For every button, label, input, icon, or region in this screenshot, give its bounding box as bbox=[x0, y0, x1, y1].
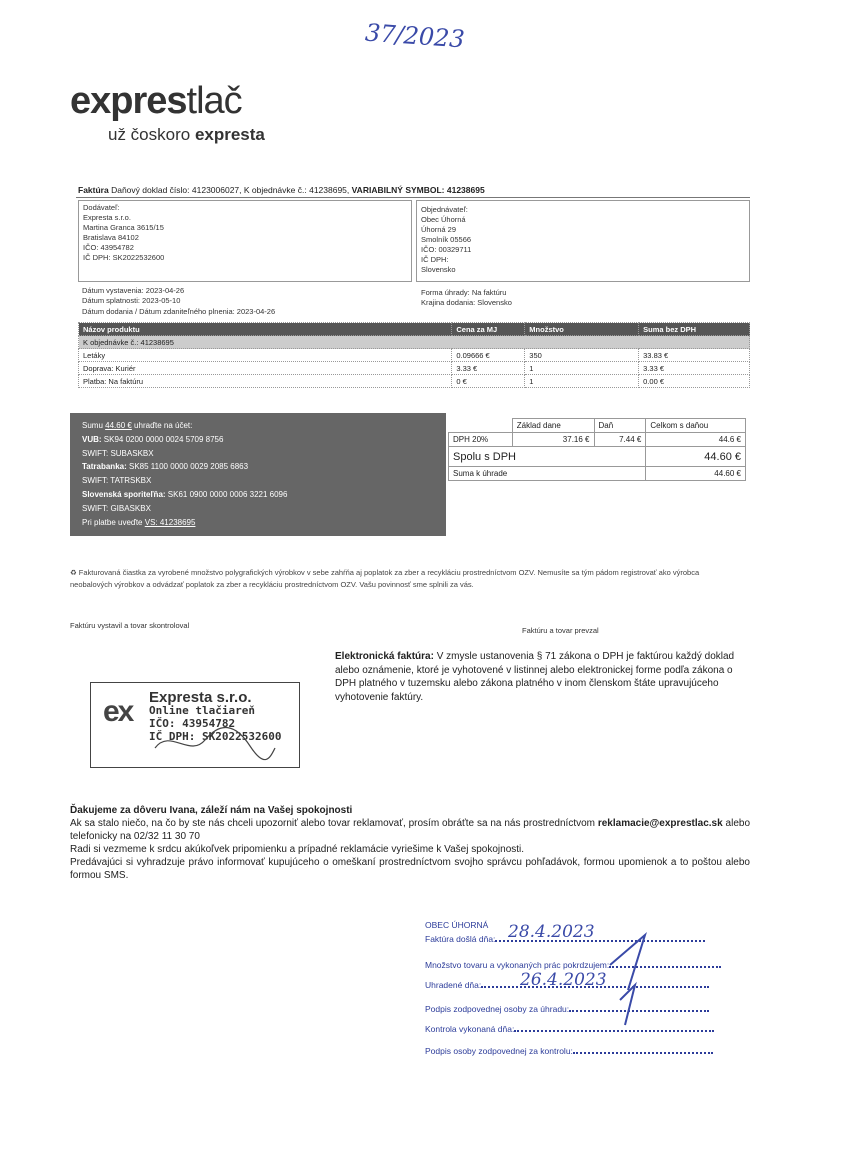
bank-vub bbox=[82, 433, 434, 447]
bank-name: Slovenská sporiteľňa: bbox=[82, 489, 166, 499]
total-with-vat-row bbox=[449, 447, 746, 467]
product-sum: 33.83 € bbox=[639, 349, 750, 362]
invoice-number-text: Daňový doklad číslo: 4123006027, K objednávke č.: 41238695, bbox=[111, 185, 352, 195]
obec-received-label: Faktúra došlá dňa: bbox=[425, 934, 496, 944]
vat-tax: 7.44 € bbox=[594, 433, 646, 447]
invoice-header bbox=[78, 185, 485, 195]
table-row bbox=[79, 375, 750, 388]
swift-tatrabanka: SWIFT: TATRSKBX bbox=[82, 476, 152, 486]
total-with-vat-value: 44.60 € bbox=[646, 447, 746, 467]
customer-box bbox=[416, 200, 750, 282]
bank-iban: SK61 0900 0000 0006 3221 6096 bbox=[165, 489, 288, 499]
vat-table bbox=[448, 418, 746, 481]
customer-name: Obec Úhorná bbox=[421, 215, 466, 224]
product-quantity: 1 bbox=[525, 362, 639, 375]
thanks-paragraph-1 bbox=[70, 817, 750, 843]
vs-value: VS: 41238695 bbox=[144, 517, 196, 527]
thanks-p1-text: Ak sa stalo niečo, na čo by ste nás chceli upozorniť alebo tovar reklamovať, prosím obráťte sa na nás prostredníctvom bbox=[70, 818, 598, 829]
vat-header-row bbox=[449, 419, 746, 433]
supplier-name: Expresta s.r.o. bbox=[83, 213, 131, 222]
customer-ico: IČO: 00329711 bbox=[421, 245, 472, 254]
table-row bbox=[79, 362, 750, 375]
handwritten-received-date: 28.4.2023 bbox=[508, 922, 595, 942]
due-date: Dátum splatnosti: 2023-05-10 bbox=[82, 296, 181, 305]
delivery-country: Krajina dodania: Slovensko bbox=[421, 298, 512, 307]
bank-tatrabanka bbox=[82, 460, 434, 474]
product-sum: 3.33 € bbox=[639, 362, 750, 375]
vat-base: 37.16 € bbox=[512, 433, 594, 447]
handwritten-invoice-number: 37/2023 bbox=[364, 18, 466, 54]
electronic-invoice-note bbox=[335, 650, 745, 704]
handwritten-checkmarks bbox=[590, 930, 670, 1030]
obec-control-line bbox=[514, 1030, 714, 1032]
supplier-box bbox=[78, 200, 412, 282]
swift-slsp: SWIFT: GIBASKBX bbox=[82, 503, 151, 513]
order-number: K objednávke č.: 41238695 bbox=[79, 336, 750, 349]
col-product-name: Názov produktu bbox=[79, 323, 452, 336]
company-logo bbox=[70, 80, 242, 123]
bank-slsp bbox=[82, 488, 434, 502]
received-by-label: Faktúru a tovar prevzal bbox=[522, 626, 599, 635]
product-table bbox=[78, 322, 750, 388]
vs-prefix: Pri platbe uveďte bbox=[82, 517, 145, 527]
issue-date: Dátum vystavenia: 2023-04-26 bbox=[82, 286, 185, 295]
complaint-email: reklamacie@exprestlac.sk bbox=[597, 818, 723, 829]
supplier-dic: IČ DPH: SK2022532600 bbox=[83, 253, 165, 262]
product-sum: 0.00 € bbox=[639, 375, 750, 388]
supplier-ico: IČO: 43954782 bbox=[83, 243, 134, 252]
signature bbox=[150, 718, 280, 768]
product-name: Letáky bbox=[79, 349, 452, 362]
electronic-invoice-label: Elektronická faktúra: bbox=[335, 651, 434, 662]
product-quantity: 350 bbox=[525, 349, 639, 362]
obec-quantity-row bbox=[425, 960, 721, 970]
municipality-stamp bbox=[425, 920, 725, 1070]
product-quantity: 1 bbox=[525, 375, 639, 388]
thanks-p1-phone: alebo telefonicky na 02/32 11 30 70 bbox=[70, 818, 751, 842]
tagline-prefix: už čoskoro bbox=[108, 125, 195, 144]
bank-name: Tatrabanka: bbox=[82, 462, 127, 472]
thanks-paragraph-3: Predávajúci si vyhradzuje právo informovať kupujúceho o omeškaní prostredníctvom svojho správcu pohľadávok, formou upomienok a to poštou alebo formou SMS. bbox=[70, 857, 750, 881]
handwritten-paid-date: 26.4.2023 bbox=[520, 970, 607, 990]
obec-control-row bbox=[425, 1024, 714, 1034]
payment-sum-line bbox=[82, 419, 434, 433]
vat-col-tax: Daň bbox=[594, 419, 646, 433]
vat-col-base: Základ dane bbox=[512, 419, 594, 433]
sum-amount: 44.60 € bbox=[105, 421, 132, 430]
vat-total: 44.6 € bbox=[646, 433, 746, 447]
obec-sign-control-row bbox=[425, 1046, 713, 1056]
thanks-paragraph-2: Radi si vezmeme k srdcu akúkoľvek pripomienku a prípadné reklamácie vyriešime k Vašej spokojnosti. bbox=[70, 844, 525, 855]
vat-row bbox=[449, 433, 746, 447]
product-name: Platba: Na faktúru bbox=[79, 375, 452, 388]
col-quantity: Množstvo bbox=[525, 323, 639, 336]
variable-symbol: VARIABILNÝ SYMBOL: 41238695 bbox=[351, 185, 485, 195]
customer-title: Objednávateľ: bbox=[421, 205, 468, 214]
invoice-label: Faktúra bbox=[78, 185, 109, 195]
payment-info-block bbox=[70, 413, 446, 536]
vat-empty-cell bbox=[449, 419, 513, 433]
logo-brand-bold: expres bbox=[70, 80, 187, 122]
logo-tagline bbox=[108, 125, 265, 145]
table-row bbox=[79, 349, 750, 362]
variable-symbol-note bbox=[82, 516, 434, 530]
product-name: Doprava: Kuriér bbox=[79, 362, 452, 375]
supplier-city: Bratislava 84102 bbox=[83, 233, 139, 242]
delivery-date: Dátum dodania / Dátum zdaniteľného plnenia: 2023-04-26 bbox=[82, 307, 276, 316]
obec-control-label: Kontrola vykonaná dňa: bbox=[425, 1024, 515, 1034]
total-with-vat-label: Spolu s DPH bbox=[449, 447, 646, 467]
amount-to-pay-value: 44.60 € bbox=[646, 467, 746, 481]
obec-title: OBEC ÚHORNÁ bbox=[425, 920, 489, 930]
stamp-logo: ex bbox=[103, 695, 133, 728]
payment-form: Forma úhrady: Na faktúru bbox=[421, 288, 507, 297]
customer-street: Úhorná 29 bbox=[421, 225, 457, 234]
stamp-line-2: IČO: 43954782 bbox=[149, 717, 236, 730]
supplier-title: Dodávateľ: bbox=[83, 203, 120, 212]
obec-paid-label: Uhradené dňa: bbox=[425, 980, 482, 990]
supplier-street: Martina Granca 3615/15 bbox=[83, 223, 164, 232]
bank-iban: SK94 0200 0000 0024 5709 8756 bbox=[101, 434, 224, 444]
product-unit-price: 0 € bbox=[452, 375, 525, 388]
sum-suffix: uhraďte na účet: bbox=[131, 421, 193, 430]
sum-prefix: Sumu bbox=[82, 421, 106, 430]
product-unit-price: 3.33 € bbox=[452, 362, 525, 375]
stamp-line-1: Online tlačiareň bbox=[149, 704, 255, 717]
product-unit-price: 0.09666 € bbox=[452, 349, 525, 362]
recycling-note: ♻ Fakturovaná čiastka za vyrobené množstvo polygrafických výrobkov v sebe zahŕňa aj poplatok za zber a recykláciu prostredníctvom OZV. Nemusíte sa tým pádom registrovať ako výrobca neobalových výrobkov a odvádzať poplatok za zber a recykláciu prostredníctvom OZV. Vašu povinnosť sme splnili za vás. bbox=[70, 568, 700, 589]
obec-sign-control-label: Podpis osoby zodpovednej za kontrolu: bbox=[425, 1046, 573, 1056]
vat-rate: DPH 20% bbox=[449, 433, 513, 447]
obec-quantity-label: Množstvo tovaru a vykonaných prác pokrdzujem: bbox=[425, 960, 610, 970]
customer-country: Slovensko bbox=[421, 265, 456, 274]
stamp-company-name: Expresta s.r.o. bbox=[149, 689, 252, 706]
customer-dic: IČ DPH: bbox=[421, 255, 449, 264]
electronic-invoice-text: V zmysle ustanovenia § 71 zákona o DPH je faktúrou každý doklad alebo oznámenie, ktoré je vyhotovené v listinnej alebo elektronickej forme podľa zákona o DPH platného v tuzemsku alebo zákona platného v inom členskom štáte upravujúceho vyhotovenie faktúry. bbox=[335, 651, 735, 703]
vat-col-total: Celkom s daňou bbox=[646, 419, 746, 433]
col-unit-price: Cena za MJ bbox=[452, 323, 525, 336]
obec-sign-pay-label: Podpis zodpovednej osoby za úhradu: bbox=[425, 1004, 570, 1014]
col-sum-without-vat: Suma bez DPH bbox=[639, 323, 750, 336]
logo-brand-thin: tlač bbox=[186, 80, 242, 122]
thanks-title: Ďakujeme za dôveru Ivana, záleží nám na Vašej spokojnosti bbox=[70, 805, 353, 816]
customer-city: Smolník 05566 bbox=[421, 235, 472, 244]
issued-by-label: Faktúru vystavil a tovar skontroloval bbox=[70, 621, 190, 630]
obec-sign-control-line bbox=[573, 1052, 713, 1054]
amount-to-pay-row bbox=[449, 467, 746, 481]
tagline-brand: expresta bbox=[194, 125, 265, 144]
swift-vub: SWIFT: SUBASKBX bbox=[82, 448, 154, 458]
bank-name: VUB: bbox=[82, 434, 102, 444]
order-row bbox=[79, 336, 750, 349]
stamp-line-3: IČ DPH: SK2022532600 bbox=[149, 730, 282, 743]
product-table-header bbox=[79, 323, 750, 336]
amount-to-pay-label: Suma k úhrade bbox=[449, 467, 646, 481]
bank-iban: SK85 1100 0000 0029 2085 6863 bbox=[126, 462, 249, 472]
header-divider bbox=[76, 197, 750, 198]
thanks-section bbox=[70, 804, 750, 882]
